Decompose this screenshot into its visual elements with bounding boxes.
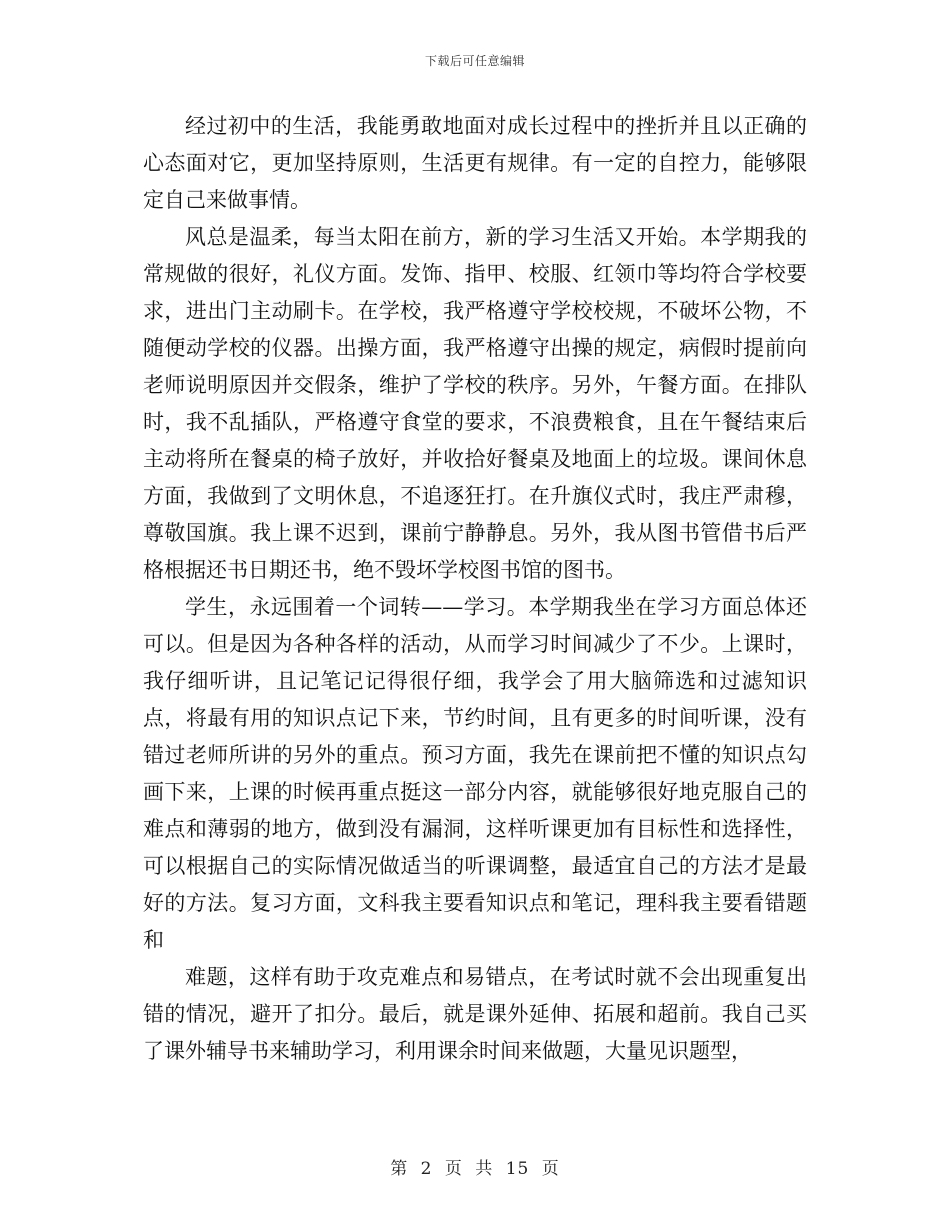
paragraph-4: 难题，这样有助于攻克难点和易错点，在考试时就不会出现重复出错的情况，避开了扣分。最后，就是课外延伸、拓展和超前。我自己买了课外辅导书来辅助学习，利用课余时间来做题，大量见识题型， xyxy=(143,965,807,1063)
paragraph-3: 学生，永远围着一个词转——学习。本学期我坐在学习方面总体还可以。但是因为各种各样的活动，从而学习时间减少了不少。上课时，我仔细听讲，且记笔记记得很仔细，我学会了用大脑筛选和过滤知识点，将最有用的知识点记下来，节约时间，且有更多的时间听课，没有错过老师所讲的另外的重点。预习方面，我先在课前把不懂的知识点勾画下来，上课的时候再重点挺这一部分内容，就能够很好地克服自己的难点和薄弱的地方，做到没有漏洞，这样听课更加有目标性和选择性，可以根据自己的实际情况做适当的听课调整，最适宜自己的方法才是最好的方法。复习方面，文科我主要看知识点和笔记，理科我主要看错题和 xyxy=(143,595,807,952)
paragraph-2: 风总是温柔，每当太阳在前方，新的学习生活又开始。本学期我的常规做的很好，礼仪方面。发饰、指甲、校服、红领巾等均符合学校要求，进出门主动刷卡。在学校，我严格遵守学校校规，不破坏公物，不随便动学校的仪器。出操方面，我严格遵守出操的规定，病假时提前向老师说明原因并交假条，维护了学校的秩序。另外，午餐方面。在排队时，我不乱插队，严格遵守食堂的要求，不浪费粮食，且在午餐结束后主动将所在餐桌的椅子放好，并收拾好餐桌及地面上的垃圾。课间休息方面，我做到了文明休息，不追逐狂打。在升旗仪式时，我庄严肃穆，尊敬国旗。我上课不迟到，课前宁静静息。另外，我从图书管借书后严格根据还书日期还书，绝不毁坏学校图书馆的图书。 xyxy=(143,225,807,582)
paragraph-1: 经过初中的生活，我能勇敢地面对成长过程中的挫折并且以正确的心态面对它，更加坚持原则，生活更有规律。有一定的自控力，能够限定自己来做事情。 xyxy=(143,114,807,212)
document-body xyxy=(143,108,807,1070)
page-header: 下载后可任意编辑 xyxy=(424,54,525,68)
page-number-footer: 第 2 页 共 15 页 xyxy=(390,1159,560,1179)
